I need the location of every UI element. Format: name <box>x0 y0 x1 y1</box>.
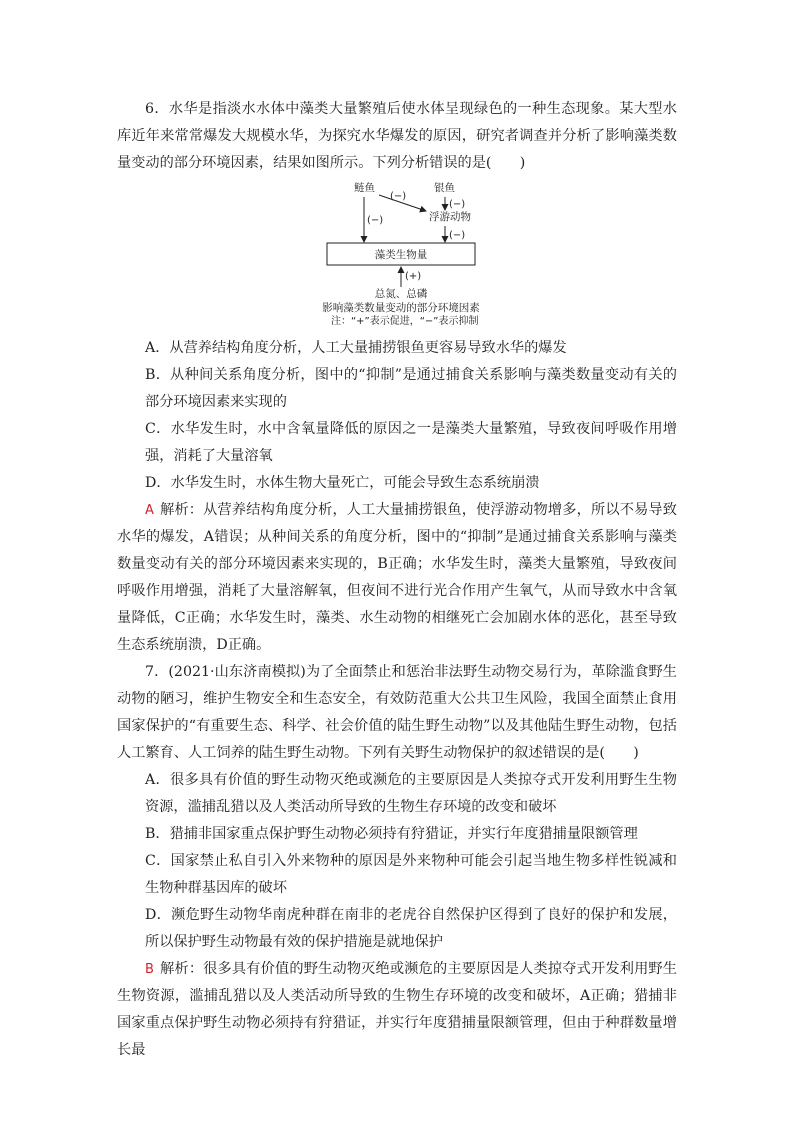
q6-option-b: B．从种间关系角度分析，图中的“抑制”是通过捕食关系影响与藻类数量变动有关的部分环境因素来实现的 <box>145 367 677 410</box>
diagram-caption: 影响藻类数量变动的部分环境因素 <box>322 302 480 314</box>
node-algae: 藻类生物量 <box>374 249 428 261</box>
sign-silver-zoo: (−) <box>390 191 407 202</box>
q7-option-b: B．猎捕非国家重点保护野生动物必须持有狩猎证，并实行年度猎捕量限额管理 <box>145 826 638 842</box>
q7-stem: 7．(2021·山东济南模拟)为了全面禁止和惩治非法野生动物交易行为，革除滥食野生动物的陋习，维护生物安全和生态安全，有效防范重大公共卫生风险，我国全面禁止食用国家保护的“有重要生态、科学、社会价值的陆生野生动物”以及其他陆生野生动物，包括人工繁育、人工饲养的陆生野生动物。下列有关野生动物保护的叙述错误的是( ) <box>117 664 677 761</box>
q6-explanation <box>117 497 677 659</box>
q7-option-d: D．濒危野生动物华南虎种群在南非的老虎谷自然保护区得到了良好的保护和发展，所以保护野生动物最有效的保护措施是就地保护 <box>145 907 677 950</box>
food-web-diagram <box>117 179 677 329</box>
q6-option-a: A．从营养结构角度分析，人工大量捕捞银鱼更容易导致水华的爆发 <box>145 340 567 356</box>
node-silver-carp: 鲢鱼 <box>354 182 375 194</box>
q7-answer: B <box>145 962 154 977</box>
sign-zoo-algae: (−) <box>449 230 466 241</box>
q6-answer: A <box>145 503 154 518</box>
q7-explanation-text: 解析：很多具有价值的野生动物灭绝或濒危的主要原因是人类掠夺式开发利用野生生物资源，滥捕乱猎以及人类活动所导致的生物生存环境的改变和破坏，A正确；猎捕非国家重点保护野生动物必须持有狩猎证，并实行年度猎捕量限额管理，但由于种群数量增长最 <box>117 961 677 1058</box>
node-bighead-carp: 银鱼 <box>434 182 455 194</box>
q6-stem: 6．水华是指淡水水体中藻类大量繁殖后使水体呈现绿色的一种生态现象。某大型水库近年来常常爆发大规模水华，为探究水华爆发的原因，研究者调查并分析了影响藻类数量变动的部分环境因素，结果如图所示。下列分析错误的是( ) <box>117 101 677 171</box>
q6-option-d: D．水华发生时，水体生物大量死亡，可能会导致生态系统崩溃 <box>145 475 540 491</box>
sign-nutrients-algae: (+) <box>405 271 422 282</box>
node-nutrients: 总氮、总磷 <box>374 288 428 300</box>
q6-explanation-text: 解析：从营养结构角度分析，人工大量捕捞银鱼，使浮游动物增多，所以不易导致水华的爆发，A错误；从种间关系的角度分析，图中的“抑制”是通过捕食关系影响与藻类数量变动有关的部分环境因素来实现的，B正确；水华发生时，藻类大量繁殖，导致夜间呼吸作用增强，消耗了大量溶解氧，但夜间不进行光合作用产生氧气，从而导致水中含氧量降低，C正确；水华发生时，藻类、水生动物的相继死亡会加剧水体的恶化，甚至导致生态系统崩溃，D正确。 <box>117 502 677 653</box>
q7-option-a: A．很多具有价值的野生动物灭绝或濒危的主要原因是人类掠夺式开发利用野生生物资源，滥捕乱猎以及人类活动所导致的生物生存环境的改变和破坏 <box>145 772 677 815</box>
q6-option-c: C．水华发生时，水中含氧量降低的原因之一是藻类大量繁殖，导致夜间呼吸作用增强，消耗了大量溶氧 <box>145 421 677 464</box>
q7-option-c: C．国家禁止私自引入外来物种的原因是外来物种可能会引起当地生物多样性锐减和生物种群基因库的破坏 <box>145 853 677 896</box>
sign-bighead-zoo: (−) <box>449 199 466 210</box>
node-zooplankton: 浮游动物 <box>429 211 471 223</box>
q7-explanation <box>117 956 677 1064</box>
q6-diagram <box>117 179 677 329</box>
page-content <box>117 96 677 1064</box>
diagram-note: 注：“+”表示促进，“−”表示抑制 <box>331 316 479 327</box>
sign-silver-algae: (−) <box>367 215 384 226</box>
